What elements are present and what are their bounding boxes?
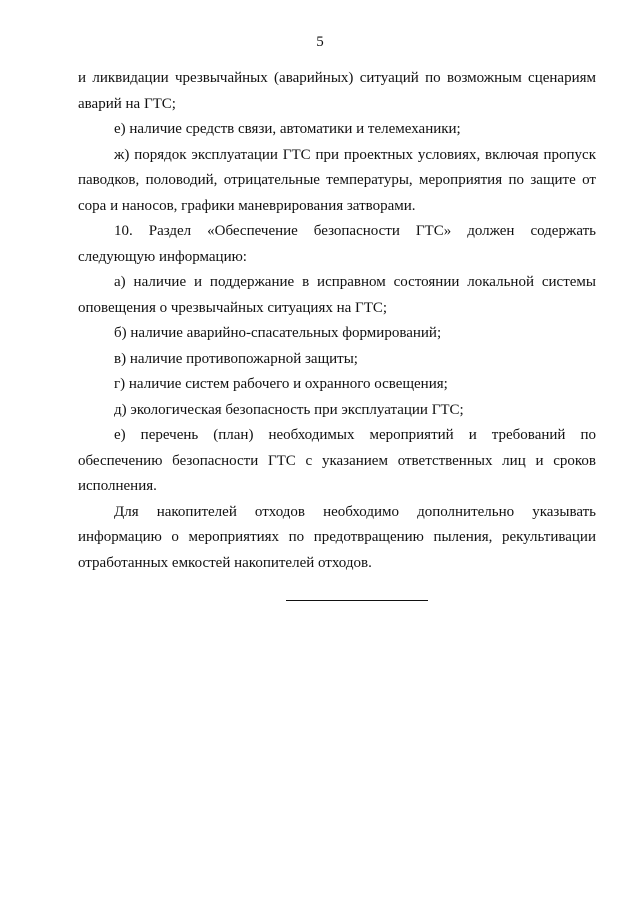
- paragraph-continuation: и ликвидации чрезвычайных (аварийных) ситуаций по возможным сценариям аварий на ГТС;: [78, 70, 596, 112]
- paragraph-item-zh-operation: ж) порядок эксплуатации ГТС при проектных условиях, включая пропуск паводков, половодий, отрицательные температуры, мероприятия по защите от сора и наносов, графики маневрирования затворами.: [78, 146, 596, 214]
- paragraph-item-d-ecology: д) экологическая безопасность при эксплуатации ГТС;: [114, 401, 464, 418]
- document-body: [78, 66, 596, 576]
- paragraph-item-e-measures: е) перечень (план) необходимых мероприятий и требований по обеспечению безопасности ГТС с указанием ответственных лиц и сроков исполнения.: [78, 427, 596, 494]
- end-divider: [286, 600, 428, 601]
- paragraph-item-e-communications: е) наличие средств связи, автоматики и телемеханики;: [114, 121, 461, 137]
- paragraph-item-g-lighting: г) наличие систем рабочего и охранного освещения;: [114, 376, 448, 392]
- paragraph-section-10: 10. Раздел «Обеспечение безопасности ГТС» должен содержать следующую информацию:: [78, 223, 596, 265]
- paragraph-waste-storage: Для накопителей отходов необходимо дополнительно указывать информацию о мероприятиях по предотвращению пыления, рекультивации отработанных емкостей накопителей отходов.: [78, 503, 596, 571]
- page-number: 5: [316, 34, 324, 50]
- paragraph-item-a-warning-system: а) наличие и поддержание в исправном состоянии локальной системы оповещения о чрезвычайных ситуациях на ГТС;: [78, 274, 596, 316]
- paragraph-item-b-rescue-units: б) наличие аварийно-спасательных формирований;: [114, 325, 442, 341]
- paragraph-item-v-fire-protection: в) наличие противопожарной защиты;: [114, 350, 358, 367]
